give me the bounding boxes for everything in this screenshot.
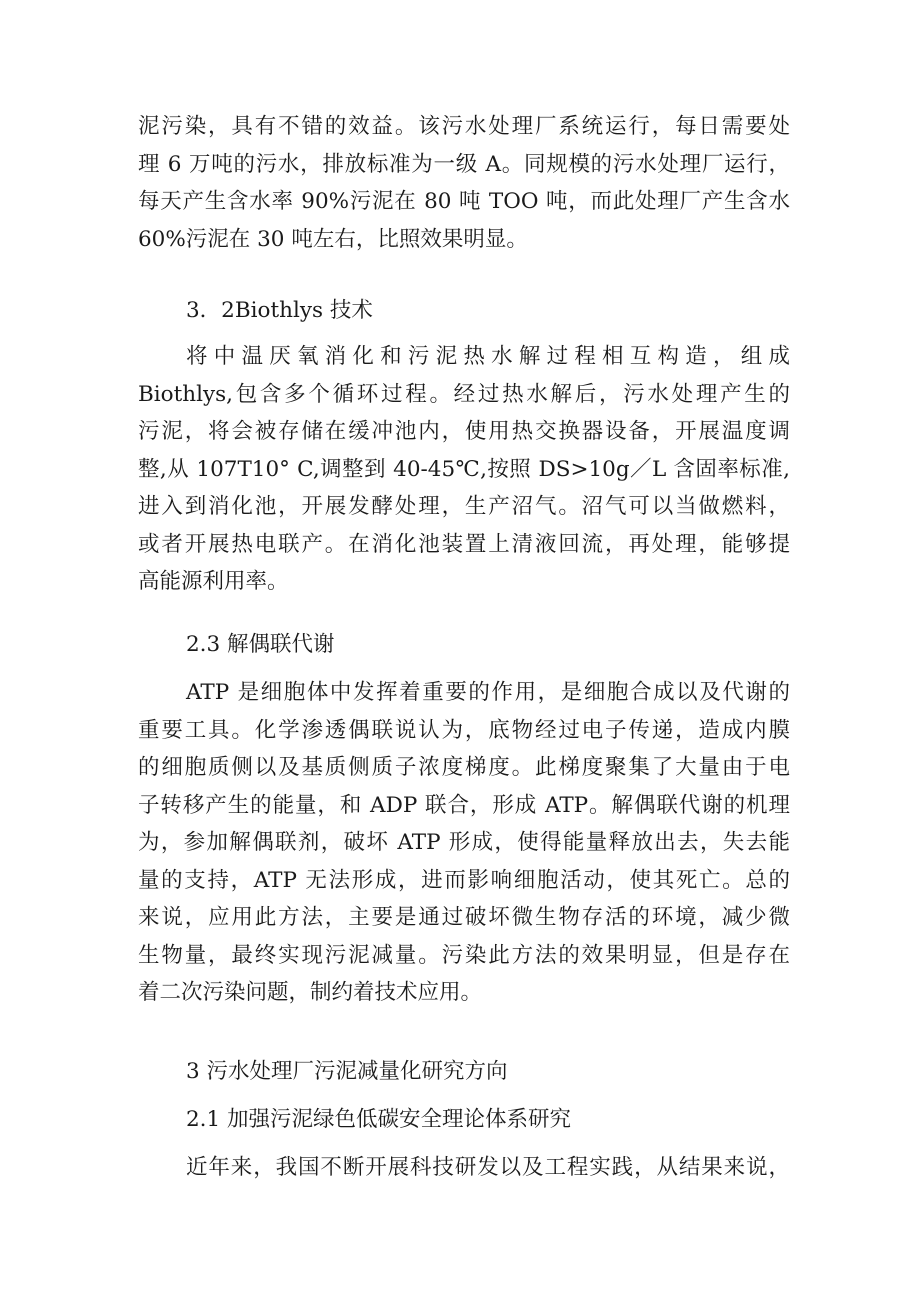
section-heading-biothlys: 3．2Biothlys 技术	[186, 298, 373, 323]
paragraph-sludge-results	[138, 108, 790, 258]
paragraph-line: 每天产生含水率 90%污泥在 80 吨 TOO 吨，而此处理厂产生含水	[138, 189, 790, 214]
paragraph-line: 进入到消化池，开展发酵处理，生产沼气。沼气可以当做燃料，	[138, 494, 790, 519]
section-heading-uncoupling: 2.3 解偶联代谢	[186, 632, 335, 657]
paragraph-line: 理 6 万吨的污水，排放标准为一级 A。同规模的污水处理厂运行，	[138, 151, 790, 177]
paragraph-line: 着二次污染问题，制约着技术应用。	[138, 980, 483, 1005]
paragraph-line: 子转移产生的能量，和 ADP 联合，形成 ATP。解偶联代谢的机理	[138, 792, 790, 818]
paragraph-line: 量的支持，ATP 无法形成，进而影响细胞活动，使其死亡。总的	[138, 867, 790, 893]
paragraph-line: 或者开展热电联产。在消化池装置上清液回流，再处理，能够提	[138, 531, 790, 557]
paragraph-line: 高能源利用率。	[138, 569, 289, 594]
paragraph-research	[138, 1149, 790, 1187]
paragraph-line: ATP 是细胞体中发挥着重要的作用，是细胞合成以及代谢的	[186, 680, 790, 705]
paragraph-line: 60%污泥在 30 吨左右，比照效果明显。	[138, 226, 528, 252]
paragraph-line: 重要工具。化学渗透偶联说认为，底物经过电子传递，造成内膜	[138, 717, 790, 743]
section-heading-theory: 2.1 加强污泥绿色低碳安全理论体系研究	[186, 1107, 572, 1132]
paragraph-line: 泥污染，具有不错的效益。该污水处理厂系统运行，每日需要处	[138, 114, 790, 139]
paragraph-line: 为，参加解偶联剂，破坏 ATP 形成，使得能量释放出去，失去能	[138, 830, 790, 855]
paragraph-line: 污泥，将会被存储在缓冲池内，使用热交换器设备，开展温度调	[138, 419, 790, 444]
paragraph-line: 整,从 107T10° C,调整到 40-45℃,按照 DS>10g／L 含固率标准,	[138, 456, 790, 482]
section-heading-direction: 3 污水处理厂污泥减量化研究方向	[186, 1059, 508, 1084]
paragraph-line: 的细胞质侧以及基质侧质子浓度梯度。此梯度聚集了大量由于电	[138, 755, 790, 780]
paragraph-line: 将中温厌氧消化和污泥热水解过程相互构造，组成	[186, 344, 790, 369]
paragraph-line: 生物量，最终实现污泥减量。污染此方法的效果明显，但是存在	[138, 942, 790, 968]
paragraph-line: 来说，应用此方法，主要是通过破坏微生物存活的环境，减少微	[138, 905, 790, 930]
paragraph-uncoupling	[138, 674, 790, 1012]
paragraph-line: Biothlys,包含多个循环过程。经过热水解后，污水处理产生的	[138, 381, 790, 407]
paragraph-line: 近年来，我国不断开展科技研发以及工程实践，从结果来说，	[186, 1155, 790, 1180]
paragraph-biothlys	[138, 338, 790, 601]
